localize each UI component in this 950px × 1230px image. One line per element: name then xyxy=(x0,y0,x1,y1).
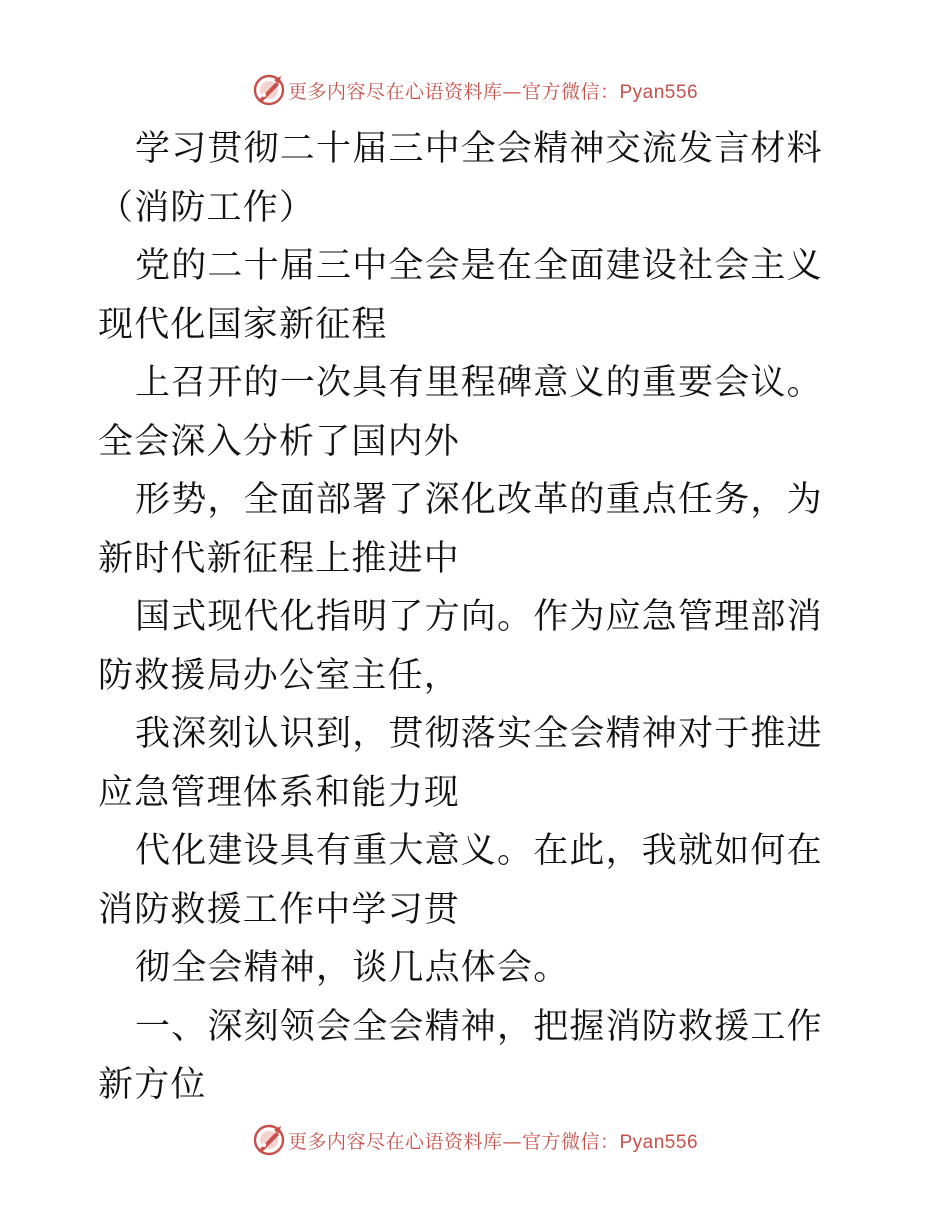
header-banner-handle: Pyan556 xyxy=(619,81,699,103)
header-banner-dash: — xyxy=(502,80,522,103)
header-banner-text xyxy=(288,77,698,104)
quill-seal-icon xyxy=(252,1123,286,1157)
footer-banner-wechat-label: 官方微信： xyxy=(521,1130,620,1153)
document-body xyxy=(98,120,858,1115)
footer-banner-dash: — xyxy=(502,1130,522,1153)
footer-banner-handle: Pyan556 xyxy=(619,1131,699,1153)
body-paragraph: 党的二十届三中全会是在全面建设社会主义现代化国家新征程 xyxy=(98,246,823,345)
body-paragraph: 代化建设具有重大意义。在此，我就如何在消防救援工作中学习贯 xyxy=(98,831,823,930)
header-banner-wechat-label: 官方微信： xyxy=(521,80,620,103)
footer-banner[interactable] xyxy=(0,1120,950,1160)
body-paragraph: 彻全会精神，谈几点体会。 xyxy=(135,948,570,988)
body-paragraph: 上召开的一次具有里程碑意义的重要会议。全会深入分析了国内外 xyxy=(98,363,823,462)
header-banner[interactable] xyxy=(0,70,950,110)
section-heading: 一、深刻领会全会精神，把握消防救援工作新方位 xyxy=(98,1006,823,1105)
body-paragraph: 国式现代化指明了方向。作为应急管理部消防救援局办公室主任， xyxy=(98,597,823,696)
body-paragraph: 形势，全面部署了深化改革的重点任务，为新时代新征程上推进中 xyxy=(98,480,823,579)
document-title: 学习贯彻二十届三中全会精神交流发言材料（消防工作） xyxy=(98,129,823,228)
footer-banner-title: 更多内容尽在心语资料库 xyxy=(287,1130,503,1153)
footer-banner-text xyxy=(288,1127,698,1154)
quill-seal-icon xyxy=(252,73,286,107)
header-banner-title: 更多内容尽在心语资料库 xyxy=(287,80,503,103)
body-paragraph: 我深刻认识到，贯彻落实全会精神对于推进应急管理体系和能力现 xyxy=(98,714,823,813)
